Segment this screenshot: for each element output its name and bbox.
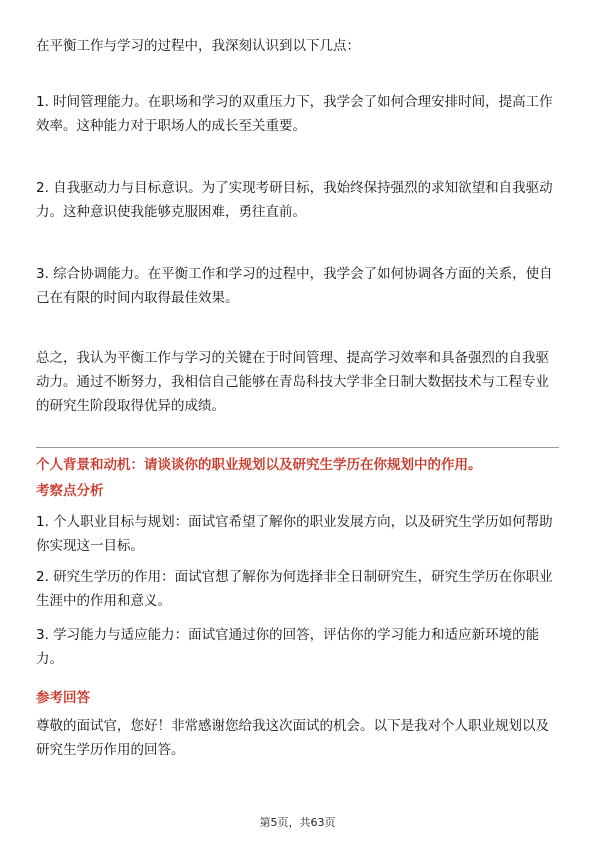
summary-paragraph: 总之，我认为平衡工作与学习的关键在于时间管理、提高学习效率和具备强烈的自我驱动力。通过不断努力，我相信自己能够在青岛科技大学非全日制大数据技术与工程专业的研究生阶段取得优异的成绩。 bbox=[36, 350, 549, 414]
document-page bbox=[36, 0, 559, 842]
point-2: 2. 自我驱动力与目标意识。为了实现考研目标，我始终保持强烈的求知欲望和自我驱动力。这种意识使我能够克服困难，勇往直前。 bbox=[36, 180, 553, 220]
point-1: 1. 时间管理能力。在职场和学习的双重压力下，我学会了如何合理安排时间，提高工作效率。这种能力对于职场人的成长至关重要。 bbox=[36, 94, 553, 134]
answer-heading: 参考回答 bbox=[36, 690, 90, 706]
analysis-item-1: 1. 个人职业目标与规划：面试官希望了解你的职业发展方向，以及研究生学历如何帮助你实现这一目标。 bbox=[36, 514, 553, 554]
analysis-item-2: 2. 研究生学历的作用：面试官想了解你为何选择非全日制研究生，研究生学历在你职业生涯中的作用和意义。 bbox=[36, 569, 553, 609]
analysis-item-3: 3. 学习能力与适应能力：面试官通过你的回答，评估你的学习能力和适应新环境的能力。 bbox=[36, 627, 540, 667]
intro-paragraph: 在平衡工作与学习的过程中，我深刻认识到以下几点： bbox=[36, 38, 360, 54]
point-3: 3. 综合协调能力。在平衡工作和学习的过程中，我学会了如何协调各方面的关系，使自己在有限的时间内取得最佳效果。 bbox=[36, 266, 553, 306]
answer-paragraph: 尊敬的面试官，您好！非常感谢您给我这次面试的机会。以下是我对个人职业规划以及研究生学历作用的回答。 bbox=[36, 718, 549, 758]
analysis-heading: 考察点分析 bbox=[36, 483, 104, 499]
page-footer: 第5页，共63页 bbox=[259, 816, 336, 829]
section-divider bbox=[36, 447, 559, 448]
question-heading: 个人背景和动机：请谈谈你的职业规划以及研究生学历在你规划中的作用。 bbox=[36, 457, 482, 473]
